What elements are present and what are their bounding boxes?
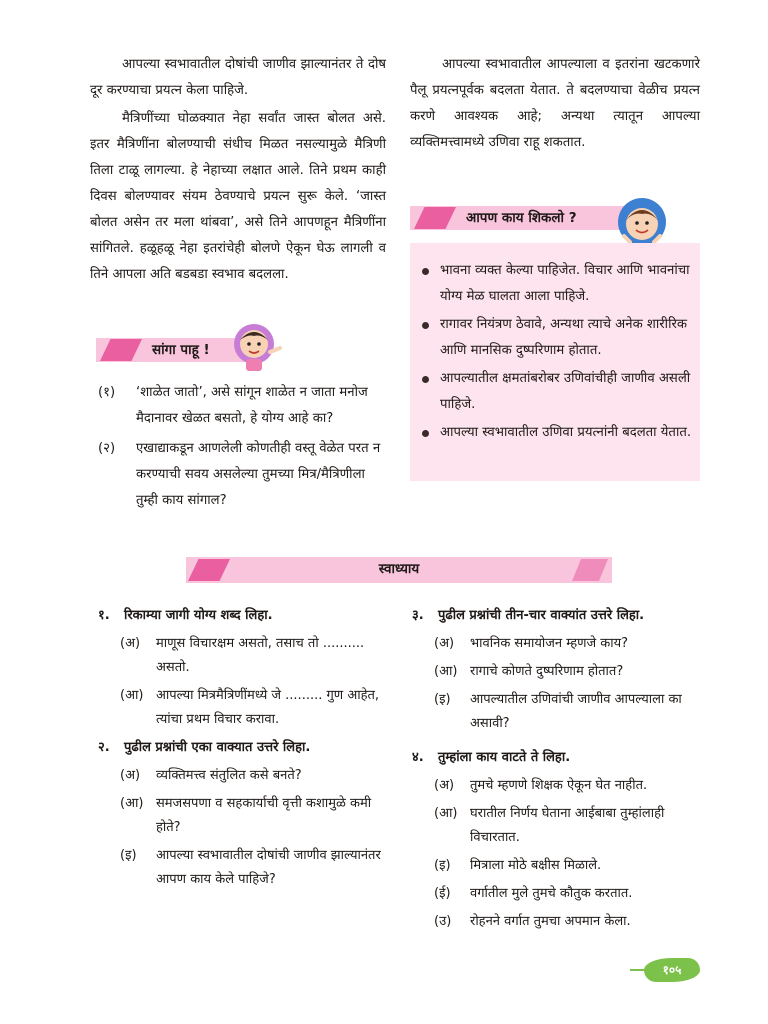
exercise-item: (इ) आपल्या स्वभावातील दोषांची जाणीव झाल्यानंतर आपण काय केले पाहिजे? bbox=[120, 848, 381, 887]
exercise-item: (इ) आपल्यातील उणिवांची जाणीव आपल्याला का असावी? bbox=[434, 692, 682, 731]
question-number: (२) bbox=[98, 441, 116, 456]
apan-kay-shiklo-heading bbox=[410, 206, 630, 230]
exercise-question-3: ३. पुढील प्रश्नांची तीन-चार वाक्यांत उत्तरे लिहा. bbox=[412, 608, 645, 623]
bullet-dot-icon bbox=[422, 268, 429, 275]
exercise-left-column bbox=[98, 604, 388, 896]
exercise-item: (इ) मित्राला मोठे बक्षीस मिळाले. bbox=[434, 858, 602, 873]
sanga-pahu-title: सांगा पाहू ! bbox=[152, 342, 210, 358]
question-text: ‘शाळेत जातो’, असे सांगून शाळेत न जाता मनोज मैदानावर खेळत बसतो, हे योग्य आहे का? bbox=[136, 385, 368, 426]
swadhyay-title: स्वाध्याय bbox=[378, 561, 420, 577]
girl-character-icon bbox=[230, 322, 282, 372]
exercise-item: (आ) रागाचे कोणते दुष्परिणाम होतात? bbox=[434, 664, 624, 679]
sanga-question-2 bbox=[98, 436, 388, 514]
bullet-dot-icon bbox=[422, 322, 429, 329]
exercise-question-1: १. रिकाम्या जागी योग्य शब्द लिहा. bbox=[98, 608, 273, 623]
page-number: १०५ bbox=[644, 958, 700, 982]
exercise-item: (आ) आपल्या मित्रमैत्रिणींमध्ये जे ......... गुण आहेत, त्यांचा प्रथम विचार करावा. bbox=[120, 688, 380, 727]
exercise-item: (अ) व्यक्तिमत्त्व संतुलित कसे बनते? bbox=[120, 768, 302, 783]
right-column bbox=[410, 52, 700, 156]
bullet-dot-icon bbox=[422, 376, 429, 383]
exercise-item: (आ) समजसपणा व सहकार्याची वृत्ती कशामुळे कमी होते? bbox=[120, 796, 372, 835]
exercise-question-4: ४. तुम्हांला काय वाटते ते लिहा. bbox=[412, 750, 571, 765]
swadhyay-banner bbox=[186, 557, 612, 583]
learned-bullets bbox=[416, 258, 696, 448]
sanga-pahu-heading bbox=[96, 338, 246, 362]
apan-kay-shiklo-title: आपण काय शिकलो ? bbox=[466, 210, 577, 226]
sanga-pahu-questions bbox=[98, 380, 388, 514]
exercise-item: (उ) रोहनने वर्गात तुमचा अपमान केला. bbox=[434, 914, 631, 929]
exercise-item: (अ) तुमचे म्हणणे शिक्षक ऐकून घेत नाहीत. bbox=[434, 778, 648, 793]
bullet-dot-icon bbox=[422, 430, 429, 437]
sanga-question-1 bbox=[98, 380, 388, 432]
right-paragraph-1: आपल्या स्वभावातील आपल्याला व इतरांना खटकणारे पैलू प्रयत्नपूर्वक बदलता येतात. ते बदलण्याचा वेळीच प्रयत्न करणे आवश्यक आहे; अन्यथा त्यातून आपल्या व्यक्तिमत्त्वामध्ये उणिवा राहू शकतात. bbox=[410, 57, 700, 150]
exercise-item: (आ) घरातील निर्णय घेताना आईबाबा तुम्हांलाही विचारतात. bbox=[434, 806, 665, 845]
learned-bullet: आपल्या स्वभावातील उणिवा प्रयत्नांनी बदलता येतात. bbox=[416, 420, 696, 446]
exercise-right-column bbox=[412, 604, 704, 938]
exercise-item: (अ) भावनिक समायोजन म्हणजे काय? bbox=[434, 636, 629, 651]
left-paragraph-2: मैत्रिणींच्या घोळक्यात नेहा सर्वांत जास्त बोलत असे. इतर मैत्रिणींना बोलण्याची संधीच मिळत नसल्यामुळे मैत्रिणी तिला टाळू लागल्या. हे नेहाच्या लक्षात आले. तिने प्रथम काही दिवस बोलण्यावर संयम ठेवण्याचे प्रयत्न सुरू केले. ‘जास्त बोलत असेन तर मला थांबवा’, असे तिने आपणहून मैत्रिणींना सांगितले. हळूहळू नेहा इतरांचेही बोलणे ऐकून घेऊ लागली व तिने आपला अति बडबडा स्वभाव बदलला. bbox=[90, 111, 386, 282]
question-text: एखाद्याकडून आणलेली कोणतीही वस्तू वेळेत परत न करण्याची सवय असलेल्या तुमच्या मित्र/मैत्रिणीला तुम्ही काय सांगाल? bbox=[136, 441, 381, 508]
left-column bbox=[90, 52, 386, 288]
exercise-question-2: २. पुढील प्रश्नांची एका वाक्यात उत्तरे लिहा. bbox=[98, 740, 311, 755]
exercise-item: (ई) वर्गातील मुले तुमचे कौतुक करतात. bbox=[434, 886, 633, 901]
question-number: (१) bbox=[98, 385, 116, 400]
learned-bullet: आपल्यातील क्षमतांबरोबर उणिवांचीही जाणीव असली पाहिजे. bbox=[416, 366, 696, 418]
learned-bullet: रागावर नियंत्रण ठेवावे, अन्यथा त्याचे अनेक शारीरिक आणि मानसिक दुष्परिणाम होतात. bbox=[416, 312, 696, 364]
exercise-item: (अ) माणूस विचारक्षम असतो, तसाच तो .......... असतो. bbox=[120, 636, 365, 675]
learned-bullet: भावना व्यक्त केल्या पाहिजेत. विचार आणि भावनांचा योग्य मेळ घालता आला पाहिजे. bbox=[416, 258, 696, 310]
left-paragraph-1: आपल्या स्वभावातील दोषांची जाणीव झाल्यानंतर ते दोष दूर करण्याचा प्रयत्न केला पाहिजे. bbox=[90, 57, 386, 98]
